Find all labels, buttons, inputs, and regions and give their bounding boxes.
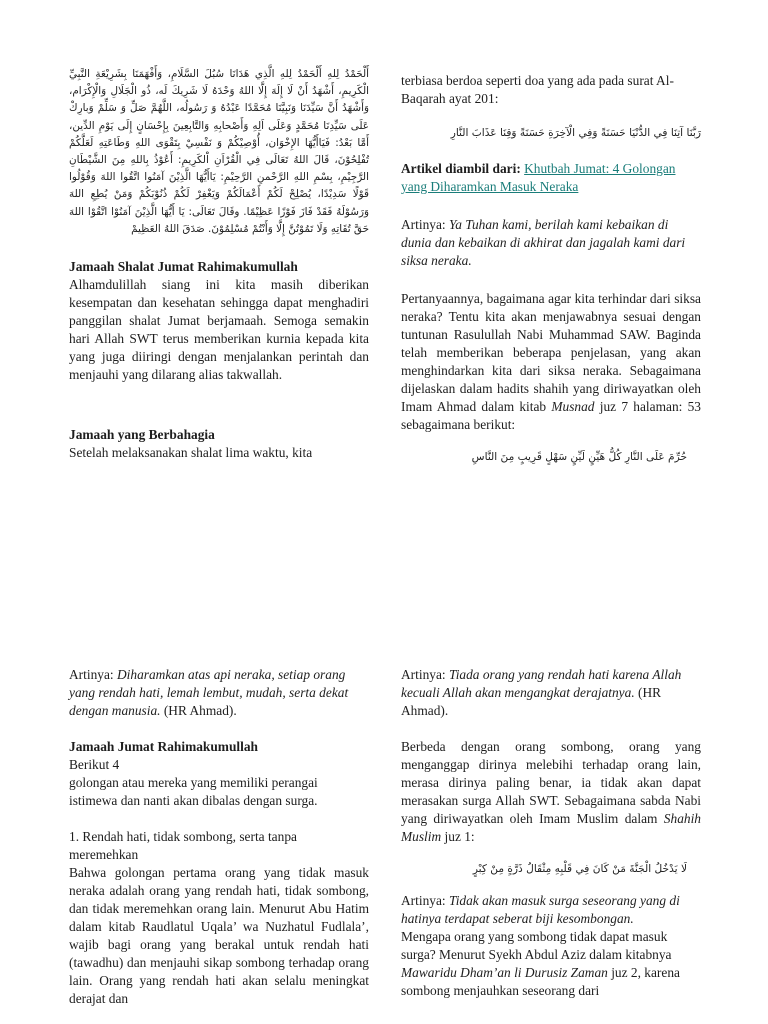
arabic-hadith-kibr: لَا يَدْخُلُ الْجَنَّةَ مَنْ كَانَ فِي قَلْبِهِ مِثْقَالُ ذَرَّةٍ مِنْ كِبْرٍ xyxy=(472,863,687,875)
artinya-doa xyxy=(401,216,701,270)
paragraph-text: Berbeda dengan orang sombong, orang yang menganggap dirinya melebihi terhadap orang lain, merasa dirinya paling benar, ia tidak akan dapat merasakan surga Allah SWT. Sebagaimana sabda Nabi yang diriwayatkan oleh Imam Muslim dalam xyxy=(401,739,701,826)
paragraph-doa-intro: terbiasa berdoa seperti doa yang ada pada surat Al-Baqarah ayat 201: xyxy=(401,73,674,106)
artinya-text: Diharamkan atas api neraka, setiap orang yang rendah hati, lemah lembut, mudah, serta dekat dengan manusia. xyxy=(69,667,349,718)
heading-text: Jamaah Jumat Rahimakumullah xyxy=(69,739,258,754)
paragraph-rendah-hati: Bahwa golongan pertama orang yang tidak masuk neraka adalah orang yang rendah hati, tidak sombong, dan tidak meremehkan orang lain. Menurut Abu Hatim dalam kitab Raudlatul Uqala’ wa Nuzhatul Fudlala’, wajib bagi orang yang berakal untuk rendah hati (tawadhu) dan menjauhi sikap sombong terhadap orang lain. Orang yang rendah hati akan selalu meningkat derajat dan xyxy=(69,865,369,1006)
line-golongan: golongan atau mereka yang memiliki perangai istimewa dan nanti akan dibalas dengan surga. xyxy=(69,775,318,808)
book-title: Musnad xyxy=(551,399,595,414)
left-top-column xyxy=(69,66,369,462)
source-line: Artikel diambil dari: Khutbah Jumat: 4 Golongan yang Diharamkan Masuk Neraka xyxy=(401,161,676,194)
artinya-label: Artinya: xyxy=(401,217,446,232)
paragraph-text: juz 1: xyxy=(441,829,475,844)
paragraph-text: Mengapa orang yang sombong tidak dapat masuk surga? Menurut Syekh Abdul Aziz dalam kitabnya xyxy=(401,929,672,962)
paragraph-mengapa xyxy=(401,928,701,1000)
paragraph-text: juz 7 halaman: 53 sebagaimana berikut: xyxy=(401,399,701,432)
book-title: Shahih Muslim xyxy=(401,811,701,844)
artinya-hadith-ahmad xyxy=(69,666,369,720)
line-berikut: Berikut 4 xyxy=(69,757,120,772)
artinya-kesombongan xyxy=(401,892,701,928)
right-bottom-column xyxy=(401,666,701,1000)
right-top-column xyxy=(401,72,701,466)
source-label: Artikel diambil dari xyxy=(401,161,517,176)
artinya-text: Tidak akan masuk surga seseorang yang di hatinya terdapat seberat biji kesombongan. xyxy=(401,893,680,926)
paragraph-berbeda xyxy=(401,738,701,846)
paragraph-text: Pertanyaannya, bagaimana agar kita terhindar dari siksa neraka? Tentu kita akan menjawabnya sesuai dengan tuntunan Rasulullah Nabi Muhammad SAW. Baginda telah memberikan beberapa penjelasan, yang akan menghindarkan kita dari siksa neraka. Sebagaimana dijelaskan dalam hadits shahih yang diriwayatkan oleh Imam Ahmad dalam kitab xyxy=(401,291,701,414)
artinya-label: Artinya: xyxy=(401,667,446,682)
arabic-doa-text: رَبَّنَا آتِنَا فِي الدُّنْيَا حَسَنَةً وَفِي الْآخِرَةِ حَسَنَةً وَقِنَا عَذَابَ النَّارِ xyxy=(450,127,701,139)
artinya-text: Ya Tuhan kami, berilah kami kebaikan di dunia dan kebaikan di akhirat dan jagalah kami dari siksa neraka. xyxy=(401,217,686,268)
paragraph-text: juz 2, karena sombong menjauhkan seseorang dari xyxy=(401,965,680,998)
arabic-hadith-text: حُرِّمَ عَلَى النَّارِ كُلُّ هَيِّنٍ لَيِّنٍ سَهْلٍ قَرِيبٍ مِنَ النَّاسِ xyxy=(471,451,687,463)
point-one-heading: 1. Rendah hati, tidak sombong, serta tanpa meremehkan xyxy=(69,829,297,862)
paragraph-pertanyaannya xyxy=(401,290,701,434)
heading-jamaah-shalat xyxy=(69,258,369,276)
heading-jamaah-berbahagia xyxy=(69,426,369,444)
heading-text: Jamaah yang Berbahagia xyxy=(69,427,215,443)
artinya-source: (HR Ahmad). xyxy=(160,703,237,718)
artinya-derajat xyxy=(401,666,701,720)
paragraph-alhamdulillah: Alhamdulillah siang ini kita masih diberikan kesempatan dan kesehatan sehingga dapat menghadiri panggilan shalat Jumat berjamaah. Semoga semakin hari Allah SWT terus memberikan kurnia kepada kita yang juga diiringi dengan menjalankan perintah dan menjauhi yang dilarang alias takwallah. xyxy=(69,277,369,383)
source-article-link[interactable]: Khutbah Jumat: 4 Golongan yang Diharamkan Masuk Neraka xyxy=(401,161,676,194)
heading-text: Jamaah Shalat Jumat Rahimakumullah xyxy=(69,259,298,275)
arabic-opening-text: أَلْحَمْدُ لِلهِ أَلْحَمْدُ لِلهِ الَّذِي هَدَانَا سُبُلَ السَّلَامِ، وَأَفْهَمَنَا بِشَرِيْعَةِ النَّبِيِّ الْكَرِيمِ، أَشْهَدُ أَنْ لَا إِلَهَ إِلَّا اللهُ وَحْدَهُ لَا شَرِيكَ لَه، ذُو الْجَلَالِ وَالْإِكْرَام، وَأَشْهَدُ أَنَّ سَيِّدَنَا وَنَبِيَّنَا مُحَمَّدًا عَبْدُهُ وَ رَسُولُه، اللَّهُمَّ صَلِّ وَ سَلِّمْ وَبارِكْ عَلَى سَيِّدِنَا مُحَمَّدٍ وَعَلَى اَلِهِ وَأَصْحابِهِ وَالتَّابِعِينَ بِإِحْسَانٍ إِلَى يَوْمِ الدِّين، أَمَّا بَعْدُ: فَيَاأَيُّهَا الإِخْوَان، أُوْصِيْكُمْ وَ نَفْسِيْ بِتَقْوَى اللهِ وَطَاعَتِهِ لَعَلَّكُمْ تُفْلِحُوْنَ، قَالَ اللهُ تَعَالَى فِي الْقُرْاَنِ اْلكَرِيمِ: أَعُوْذُ بِاللهِ مِنَ الشَّيْطَانِ الرَّجِيْمِ، بِسْمِ اللهِ الرَّحْمنِ الرَّحِيْمِ: يَاأَيُّهَا الَّذِيْنَ آمَنُوا اتَّقُوا اللهَ وَقُوْلُوا قَوْلًا سَدِيْدًا، يُصْلِحْ لَكُمْ أَعْمَالَكُمْ وَيَغْفِرْ لَكُمْ ذُنُوْبَكُمْ وَمَنْ يُطِعِ اللهَ وَرَسُوْلَهُ فَقَدْ فَازَ فَوْزًا عَظِيْمًا. وقَالَ تَعَالَى: يَا أَيُّهَا الَّذِيْنَ آمَنُوْا اتَّقُوْا اللهَ حَقَّ تُقَاتِهِ وَلَا تَمُوْتُنَّ إِلَّا وَأَنْتُمْ مُسْلِمُوْنَ. صَدَقَ اللهُ العَظِيمْ xyxy=(69,68,369,235)
artinya-text: Tiada orang yang rendah hati karena Allah kecuali Allah akan mengangkat derajatnya. xyxy=(401,667,682,700)
left-bottom-column xyxy=(69,666,369,1008)
artinya-source: (HR Ahmad). xyxy=(401,685,662,718)
artinya-label: Artinya: xyxy=(69,667,114,682)
heading-jamaah-jumat xyxy=(69,738,369,756)
book-title: Mawaridu Dham’an li Durusiz Zaman xyxy=(401,965,608,980)
paragraph-setelah: Setelah melaksanakan shalat lima waktu, kita xyxy=(69,445,313,461)
artinya-label: Artinya: xyxy=(401,893,446,908)
